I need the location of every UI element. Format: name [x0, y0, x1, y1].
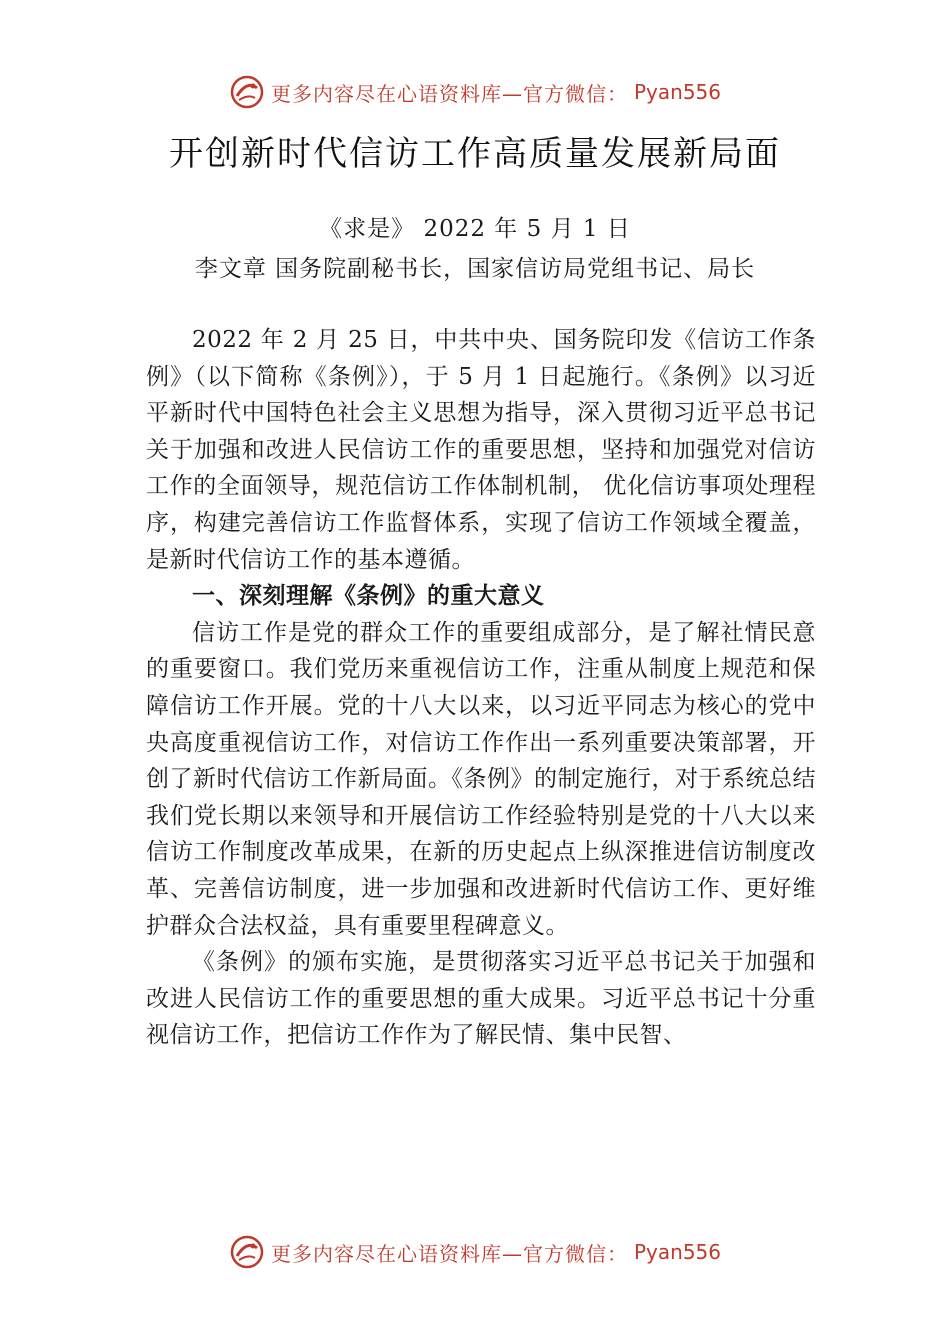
watermark-text: 更多内容尽在心语资料库—官方微信： — [270, 81, 628, 106]
watermark-wechat-id: Pyan556 — [633, 1240, 721, 1264]
page-title: 开创新时代信访工作高质量发展新局面 — [169, 134, 781, 174]
author-line: 李文章 国务院副秘书长，国家信访局党组书记、局长 — [194, 256, 756, 282]
paragraph-intro: 2022 年 2 月 25 日，中共中央、国务院印发《信访工作条例》（以下简称《条例》），于 5 月 1 日起施行。《条例》以习近平新时代中国特色社会主义思想为指导，深入贯彻习近平总书记关于加强和改进人民信访工作的重要思想，坚持和加强党对信访工作的全面领导，规范信访工作体制机制， 优化信访事项处理程序，构建完善信访工作监督体系，实现了信访工作领域全覆盖，是新时代信访工作的基本遵循。 — [146, 327, 816, 573]
watermark-wechat-id: Pyan556 — [633, 80, 721, 104]
watermark-text: 更多内容尽在心语资料库—官方微信： — [270, 1241, 628, 1266]
library-logo-icon — [229, 74, 265, 110]
footer-watermark — [0, 1234, 950, 1270]
paragraph-achievement: 《条例》的颁布实施，是贯彻落实习近平总书记关于加强和改进人民信访工作的重要思想的重大成果。习近平总书记十分重视信访工作，把信访工作作为了解民情、集中民智、 — [146, 949, 816, 1049]
publication-source: 《求是》 2022 年 5 月 1 日 — [319, 216, 631, 242]
paragraph-significance: 信访工作是党的群众工作的重要组成部分，是了解社情民意的重要窗口。我们党历来重视信访工作，注重从制度上规范和保障信访工作开展。党的十八大以来，以习近平同志为核心的党中央高度重视信访工作，对信访工作作出一系列重要决策部署，开创了新时代信访工作新局面。《条例》的制定施行，对于系统总结我们党长期以来领导和开展信访工作经验特别是党的十八大以来信访工作制度改革成果，在新的历史起点上纵深推进信访制度改革、完善信访制度，进一步加强和改进新时代信访工作、更好维护群众合法权益，具有重要里程碑意义。 — [146, 619, 816, 939]
section-heading-1: 一、深刻理解《条例》的重大意义 — [192, 583, 545, 610]
article-body — [146, 322, 816, 1054]
header-watermark — [0, 74, 950, 110]
library-logo-icon — [229, 1234, 265, 1270]
